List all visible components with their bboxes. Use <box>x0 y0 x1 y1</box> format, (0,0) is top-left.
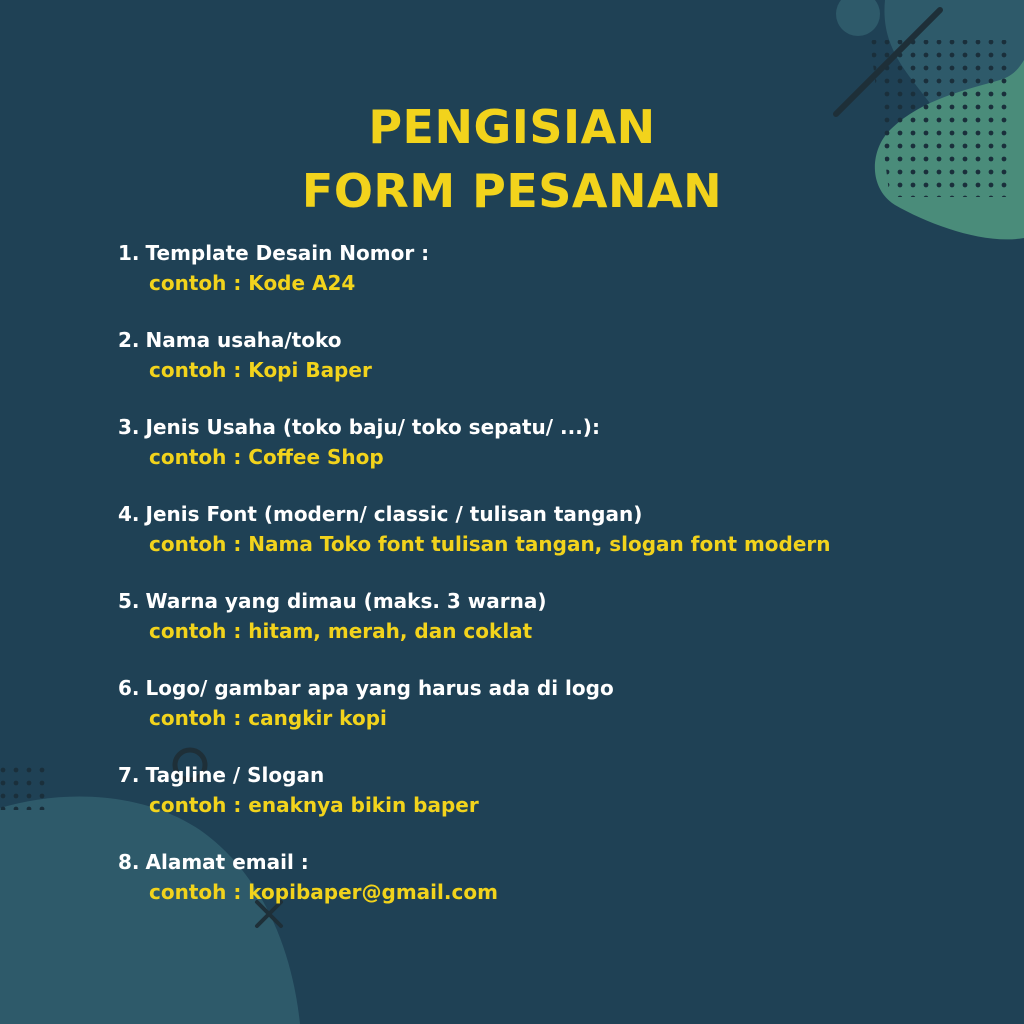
form-item-question <box>118 325 342 355</box>
form-item-number: 6. <box>118 676 140 700</box>
title-line-1: PENGISIAN <box>368 100 656 154</box>
form-item-example: contoh : Nama Toko font tulisan tangan, slogan font modern <box>149 532 831 556</box>
bottom-left-dots <box>0 762 48 810</box>
form-item-example: contoh : cangkir kopi <box>149 706 387 730</box>
form-item-question <box>118 412 600 442</box>
form-item-number: 3. <box>118 415 140 439</box>
form-item-example: contoh : Kode A24 <box>149 271 356 295</box>
form-item-question <box>118 586 547 616</box>
form-item-question-text: Template Desain Nomor : <box>145 241 430 265</box>
form-item-question <box>118 238 429 268</box>
form-item-question-text: Jenis Font (modern/ classic / tulisan tangan) <box>145 502 643 526</box>
form-item-question <box>118 760 324 790</box>
form-item-number: 1. <box>118 241 140 265</box>
form-item-question-text: Warna yang dimau (maks. 3 warna) <box>145 589 547 613</box>
form-item-number: 7. <box>118 763 140 787</box>
form-item-question <box>118 847 309 877</box>
bottom-left-blob <box>0 796 300 1024</box>
form-item-number: 4. <box>118 502 140 526</box>
form-item-question-text: Nama usaha/toko <box>145 328 342 352</box>
title-line-2: FORM PESANAN <box>301 164 723 218</box>
form-item-example: contoh : hitam, merah, dan coklat <box>149 619 533 643</box>
form-item-question-text: Logo/ gambar apa yang harus ada di logo <box>145 676 614 700</box>
form-item-number: 8. <box>118 850 140 874</box>
form-item-example: contoh : Kopi Baper <box>149 358 372 382</box>
form-item-example: contoh : Coffee Shop <box>149 445 384 469</box>
form-item-example: contoh : enaknya bikin baper <box>149 793 479 817</box>
form-item-example: contoh : kopibaper@gmail.com <box>149 880 498 904</box>
form-item-number: 2. <box>118 328 140 352</box>
form-item-number: 5. <box>118 589 140 613</box>
form-item-question <box>118 499 642 529</box>
top-right-small-circle <box>836 0 880 36</box>
form-item-question-text: Alamat email : <box>145 850 309 874</box>
form-item-question-text: Tagline / Slogan <box>145 763 325 787</box>
form-item-question-text: Jenis Usaha (toko baju/ toko sepatu/ ...): <box>145 415 600 439</box>
form-item-question <box>118 673 614 703</box>
